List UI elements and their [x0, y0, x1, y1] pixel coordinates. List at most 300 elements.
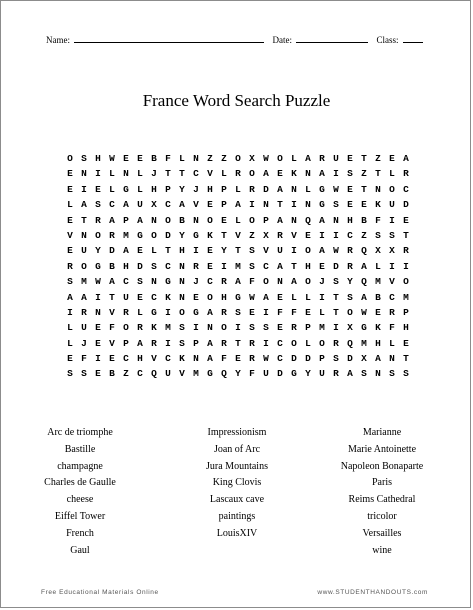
word-search-grid — [63, 151, 413, 382]
grid-letter: N — [263, 199, 269, 211]
grid-letter: R — [347, 260, 353, 272]
grid-letter: E — [221, 214, 227, 226]
grid-letter: E — [235, 353, 241, 365]
grid-letter: P — [263, 214, 269, 226]
grid-letter: H — [305, 260, 311, 272]
grid-letter: K — [179, 353, 185, 365]
grid-row — [63, 197, 413, 212]
grid-letter: C — [137, 368, 143, 380]
grid-letter: V — [109, 306, 115, 318]
grid-letter: R — [249, 337, 255, 349]
word-list-item: Arc de triomphe — [47, 427, 113, 438]
grid-letter: L — [291, 153, 297, 164]
grid-letter: T — [403, 229, 409, 241]
grid-letter: C — [151, 291, 157, 303]
grid-letter: G — [193, 229, 199, 241]
grid-letter: L — [319, 306, 325, 318]
grid-letter: L — [109, 168, 115, 180]
grid-letter: I — [319, 229, 325, 241]
word-list — [1, 425, 472, 565]
grid-letter: P — [123, 337, 129, 349]
grid-letter: A — [207, 306, 213, 318]
grid-letter: U — [319, 368, 325, 380]
date-label: Date: — [272, 35, 292, 45]
grid-letter: B — [109, 368, 115, 380]
grid-letter: F — [249, 368, 255, 380]
grid-letter: E — [67, 168, 73, 180]
grid-letter: H — [123, 260, 129, 272]
grid-letter: Q — [151, 368, 157, 380]
grid-letter: F — [221, 353, 227, 365]
grid-letter: U — [333, 153, 339, 164]
grid-letter: I — [95, 353, 101, 365]
grid-letter: H — [207, 183, 213, 195]
grid-row — [63, 182, 413, 197]
grid-letter: F — [277, 306, 283, 318]
grid-letter: D — [137, 260, 143, 272]
grid-letter: R — [277, 229, 283, 241]
grid-letter: E — [137, 291, 143, 303]
grid-letter: S — [95, 199, 101, 211]
grid-letter: U — [277, 245, 283, 257]
grid-letter: O — [95, 229, 101, 241]
grid-letter: E — [137, 245, 143, 257]
grid-letter: S — [333, 199, 339, 211]
grid-letter: V — [193, 199, 199, 211]
grid-letter: V — [291, 229, 297, 241]
grid-letter: J — [193, 276, 199, 288]
grid-letter: N — [81, 229, 87, 241]
grid-letter: T — [165, 245, 171, 257]
grid-letter: S — [249, 322, 255, 334]
class-label: Class: — [376, 35, 399, 45]
name-label: Name: — [46, 35, 70, 45]
grid-letter: M — [375, 276, 381, 288]
word-list-item: King Clovis — [212, 477, 262, 489]
grid-letter: V — [235, 229, 241, 241]
grid-letter: E — [319, 260, 325, 272]
grid-letter: I — [249, 199, 255, 211]
grid-row — [63, 336, 413, 351]
grid-letter: G — [319, 199, 325, 211]
grid-letter: O — [277, 153, 283, 164]
grid-letter: E — [207, 245, 213, 257]
grid-letter: F — [375, 214, 381, 226]
grid-letter: W — [263, 153, 269, 164]
word-list-item: Lascaux cave — [209, 494, 265, 506]
grid-letter: A — [361, 260, 367, 272]
grid-letter: I — [263, 337, 269, 349]
grid-letter: N — [193, 353, 199, 365]
grid-letter: L — [179, 153, 185, 164]
grid-letter: S — [389, 368, 395, 380]
grid-letter: S — [151, 260, 157, 272]
word-list-item: Marie Antoinette — [347, 443, 417, 455]
grid-letter: V — [263, 245, 269, 257]
word-list-item: Jura Mountains — [206, 460, 268, 472]
grid-letter: A — [361, 291, 367, 303]
grid-letter: X — [347, 322, 353, 334]
word-list-item: Reims Cathedral — [348, 494, 416, 506]
grid-letter: E — [207, 199, 213, 211]
grid-letter: U — [123, 291, 129, 303]
grid-letter: E — [249, 306, 255, 318]
grid-letter: O — [319, 337, 325, 349]
grid-row — [63, 366, 413, 381]
grid-letter: E — [305, 229, 311, 241]
grid-letter: Q — [347, 337, 353, 349]
grid-letter: C — [165, 353, 171, 365]
grid-letter: V — [179, 368, 185, 380]
grid-letter: E — [305, 306, 311, 318]
grid-letter: P — [123, 214, 129, 226]
grid-letter: I — [263, 306, 269, 318]
grid-letter: V — [109, 337, 115, 349]
grid-letter: E — [193, 291, 199, 303]
grid-letter: I — [333, 322, 339, 334]
grid-letter: A — [179, 199, 185, 211]
grid-letter: E — [123, 153, 129, 164]
grid-letter: R — [333, 337, 339, 349]
grid-letter: I — [193, 322, 199, 334]
grid-letter: Q — [305, 214, 311, 226]
grid-letter: R — [249, 183, 255, 195]
grid-letter: C — [277, 337, 283, 349]
grid-letter: S — [179, 322, 185, 334]
grid-letter: R — [249, 353, 255, 365]
grid-letter: A — [319, 168, 325, 180]
grid-letter: T — [375, 168, 381, 180]
grid-letter: S — [347, 168, 353, 180]
grid-letter: O — [221, 322, 227, 334]
grid-letter: D — [347, 353, 353, 365]
grid-letter: O — [291, 337, 297, 349]
grid-letter: N — [179, 260, 185, 272]
grid-letter: O — [305, 245, 311, 257]
grid-letter: G — [123, 183, 129, 195]
grid-letter: E — [389, 153, 395, 164]
grid-letter: L — [389, 168, 395, 180]
grid-letter: A — [319, 214, 325, 226]
grid-letter: S — [249, 260, 255, 272]
grid-letter: I — [333, 168, 339, 180]
grid-letter: B — [361, 214, 367, 226]
grid-letter: X — [389, 245, 395, 257]
grid-letter: A — [347, 368, 353, 380]
grid-letter: D — [277, 368, 283, 380]
grid-letter: X — [151, 199, 157, 211]
grid-letter: O — [403, 276, 409, 288]
grid-letter: I — [235, 322, 241, 334]
grid-letter: Y — [347, 276, 353, 288]
word-list-item: French — [66, 527, 94, 539]
grid-letter: Y — [305, 368, 311, 380]
grid-letter: M — [403, 291, 409, 303]
word-list-item: Paris — [372, 477, 392, 489]
grid-letter: E — [95, 183, 101, 195]
grid-letter: W — [109, 153, 115, 164]
grid-letter: T — [179, 168, 185, 180]
grid-letter: E — [95, 368, 101, 380]
grid-letter: O — [249, 168, 255, 180]
grid-letter: G — [235, 291, 241, 303]
grid-letter: O — [123, 322, 129, 334]
grid-letter: V — [207, 168, 213, 180]
grid-letter: P — [305, 322, 311, 334]
grid-letter: H — [375, 337, 381, 349]
grid-letter: A — [207, 337, 213, 349]
word-list-column-3 — [312, 425, 452, 559]
word-list-item: Joan of Arc — [213, 443, 261, 455]
grid-letter: J — [193, 183, 199, 195]
grid-letter: G — [193, 306, 199, 318]
grid-letter: M — [235, 260, 241, 272]
grid-letter: O — [207, 214, 213, 226]
grid-letter: A — [67, 291, 73, 303]
grid-letter: U — [263, 368, 269, 380]
grid-letter: A — [137, 337, 143, 349]
grid-letter: A — [403, 153, 409, 164]
grid-letter: N — [333, 214, 339, 226]
grid-letter: P — [221, 183, 227, 195]
grid-letter: Y — [221, 245, 227, 257]
grid-letter: F — [249, 276, 255, 288]
grid-letter: K — [375, 199, 381, 211]
grid-letter: L — [305, 337, 311, 349]
word-list-column-1 — [10, 425, 150, 559]
word-list-item: paintings — [218, 510, 256, 522]
grid-letter: O — [347, 306, 353, 318]
grid-letter: A — [81, 291, 87, 303]
grid-letter: L — [67, 199, 73, 211]
grid-letter: E — [95, 322, 101, 334]
grid-letter: Z — [361, 229, 367, 241]
grid-letter: L — [235, 214, 241, 226]
grid-letter: R — [347, 245, 353, 257]
grid-letter: A — [235, 276, 241, 288]
grid-letter: S — [389, 229, 395, 241]
grid-letter: S — [67, 276, 73, 288]
name-blank — [74, 34, 264, 43]
grid-letter: C — [207, 276, 213, 288]
grid-letter: B — [109, 260, 115, 272]
grid-letter: X — [263, 229, 269, 241]
grid-letter: V — [67, 229, 73, 241]
grid-letter: S — [235, 306, 241, 318]
grid-letter: O — [179, 306, 185, 318]
grid-letter: S — [403, 368, 409, 380]
grid-letter: C — [389, 291, 395, 303]
grid-letter: Q — [361, 276, 367, 288]
grid-letter: H — [403, 322, 409, 334]
grid-letter: T — [277, 199, 283, 211]
word-list-item: Charles de Gaulle — [44, 477, 116, 489]
grid-letter: T — [165, 168, 171, 180]
grid-letter: J — [151, 168, 157, 180]
grid-letter: C — [109, 199, 115, 211]
grid-letter: A — [277, 183, 283, 195]
grid-letter: E — [277, 291, 283, 303]
grid-letter: W — [249, 291, 255, 303]
word-list-item: Impressionism — [207, 427, 267, 438]
grid-letter: T — [221, 229, 227, 241]
grid-letter: F — [165, 153, 171, 164]
grid-letter: T — [333, 291, 339, 303]
grid-letter: G — [319, 183, 325, 195]
grid-letter: T — [361, 183, 367, 195]
grid-letter: V — [389, 276, 395, 288]
grid-letter: S — [67, 368, 73, 380]
grid-letter: R — [109, 229, 115, 241]
grid-letter: M — [81, 276, 87, 288]
grid-letter: Y — [235, 368, 241, 380]
grid-letter: T — [403, 353, 409, 365]
grid-letter: T — [109, 291, 115, 303]
grid-letter: S — [137, 276, 143, 288]
grid-letter: S — [179, 337, 185, 349]
grid-letter: A — [319, 245, 325, 257]
grid-letter: I — [403, 260, 409, 272]
grid-letter: S — [263, 322, 269, 334]
grid-letter: W — [263, 353, 269, 365]
grid-letter: O — [389, 183, 395, 195]
grid-letter: L — [235, 183, 241, 195]
grid-letter: Z — [249, 229, 255, 241]
grid-letter: U — [81, 245, 87, 257]
grid-letter: E — [375, 306, 381, 318]
grid-letter: N — [193, 214, 199, 226]
word-list-item: LouisXIV — [216, 527, 258, 539]
grid-letter: R — [123, 306, 129, 318]
grid-letter: J — [319, 276, 325, 288]
grid-letter: T — [333, 306, 339, 318]
grid-letter: L — [137, 183, 143, 195]
grid-letter: N — [277, 276, 283, 288]
grid-letter: N — [305, 168, 311, 180]
word-list-item: Gaul — [70, 544, 90, 556]
grid-letter: T — [361, 153, 367, 164]
grid-letter: V — [151, 353, 157, 365]
page-title: France Word Search Puzzle — [142, 91, 331, 110]
grid-letter: C — [193, 168, 199, 180]
grid-letter: N — [81, 168, 87, 180]
grid-letter: H — [347, 214, 353, 226]
grid-letter: Z — [375, 153, 381, 164]
grid-letter: Z — [221, 153, 227, 164]
grid-letter: N — [207, 322, 213, 334]
grid-letter: N — [291, 214, 297, 226]
grid-letter: S — [347, 291, 353, 303]
grid-letter: S — [249, 245, 255, 257]
grid-letter: P — [193, 337, 199, 349]
grid-letter: O — [263, 276, 269, 288]
grid-letter: D — [403, 199, 409, 211]
grid-letter: B — [179, 214, 185, 226]
grid-letter: G — [137, 229, 143, 241]
grid-letter: E — [361, 199, 367, 211]
grid-letter: H — [221, 291, 227, 303]
grid-letter: E — [277, 168, 283, 180]
grid-letter: R — [67, 260, 73, 272]
grid-letter: E — [95, 337, 101, 349]
grid-row — [63, 320, 413, 335]
word-list-item: champagne — [57, 460, 103, 472]
grid-letter: D — [291, 353, 297, 365]
grid-letter: U — [137, 199, 143, 211]
grid-letter: T — [291, 260, 297, 272]
grid-letter: Q — [221, 368, 227, 380]
grid-row — [63, 290, 413, 305]
grid-letter: R — [235, 168, 241, 180]
grid-letter: D — [109, 245, 115, 257]
grid-letter: L — [291, 291, 297, 303]
grid-letter: I — [193, 245, 199, 257]
grid-letter: U — [389, 199, 395, 211]
grid-letter: A — [263, 291, 269, 303]
grid-letter: D — [305, 353, 311, 365]
grid-letter: C — [123, 276, 129, 288]
grid-letter: U — [165, 368, 171, 380]
grid-letter: T — [235, 337, 241, 349]
word-list-item: Marianne — [362, 427, 402, 438]
grid-letter: M — [123, 229, 129, 241]
grid-letter: E — [67, 245, 73, 257]
grid-letter: O — [305, 276, 311, 288]
grid-letter: K — [165, 291, 171, 303]
grid-letter: E — [347, 199, 353, 211]
grid-letter: T — [81, 214, 87, 226]
grid-letter: L — [305, 291, 311, 303]
grid-letter: N — [193, 153, 199, 164]
grid-letter: W — [361, 306, 367, 318]
grid-letter: E — [347, 183, 353, 195]
grid-row — [63, 166, 413, 181]
grid-letter: P — [165, 183, 171, 195]
grid-letter: D — [333, 260, 339, 272]
grid-letter: E — [403, 337, 409, 349]
footer-right-text: www.STUDENTHANDOUTS.com — [317, 589, 428, 596]
grid-letter: S — [81, 153, 87, 164]
grid-letter: P — [221, 199, 227, 211]
grid-letter: N — [179, 276, 185, 288]
grid-letter: A — [263, 168, 269, 180]
grid-letter: R — [319, 153, 325, 164]
grid-letter: C — [403, 183, 409, 195]
grid-letter: K — [291, 168, 297, 180]
grid-letter: X — [375, 245, 381, 257]
grid-letter: X — [361, 353, 367, 365]
grid-letter: R — [137, 322, 143, 334]
grid-letter: I — [67, 306, 73, 318]
grid-letter: J — [81, 337, 87, 349]
grid-letter: F — [81, 353, 87, 365]
grid-letter: H — [151, 183, 157, 195]
grid-letter: E — [207, 260, 213, 272]
grid-letter: I — [165, 337, 171, 349]
grid-row — [63, 274, 413, 289]
grid-row — [63, 213, 413, 228]
word-list-item: tricolor — [367, 510, 397, 522]
grid-letter: A — [109, 214, 115, 226]
grid-letter: G — [95, 260, 101, 272]
grid-letter: Z — [361, 168, 367, 180]
grid-letter: W — [95, 276, 101, 288]
grid-row — [63, 305, 413, 320]
grid-letter: S — [81, 368, 87, 380]
student-info-line — [46, 34, 446, 45]
grid-letter: S — [375, 229, 381, 241]
grid-letter: Q — [361, 245, 367, 257]
